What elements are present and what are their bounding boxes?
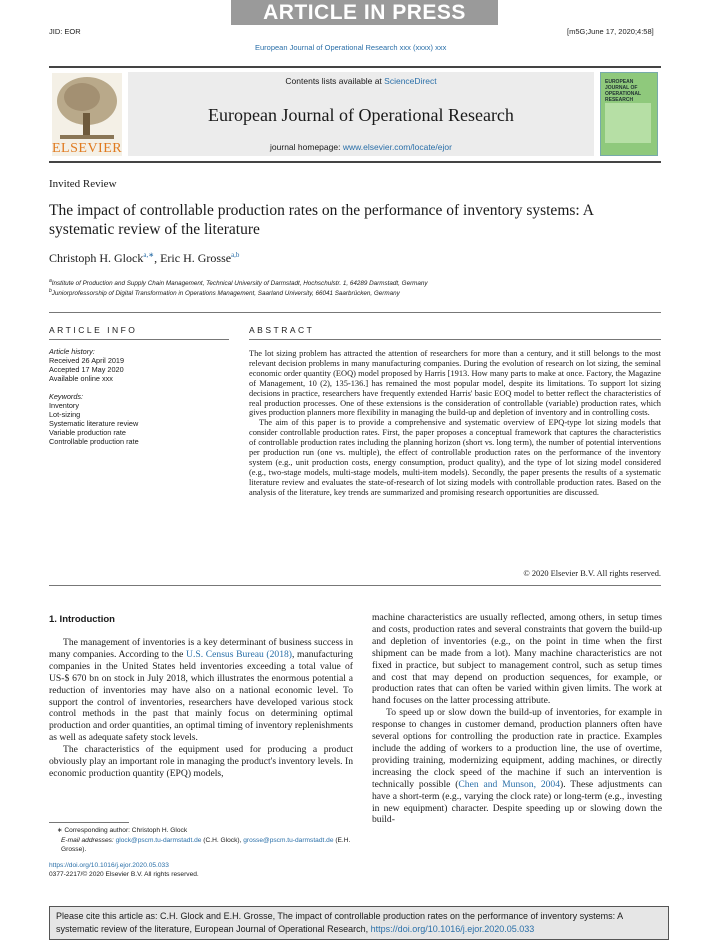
intro-paragraph-4: To speed up or slow down the build-up of inventories, for example in response to changes in customer demand, production planners often have several options for controlling the production rate in practice. Examples include the adding of workers to a production line, the use of overtime, providing training, modernizing equipment, adding machines, or directly increasing the clock speed of the machine if such an intervention is technically possible (Chen and Munson, 2004). These adjustments can have a short-term (e.g., varying the clock rate) or long-term (e.g., investing in new equipment) character. Despite speeding up or slowing down the build- xyxy=(372,707,662,826)
journal-cover-image xyxy=(600,72,658,156)
keyword: Variable production rate xyxy=(49,428,126,437)
homepage-prefix: journal homepage: xyxy=(270,142,343,152)
footnote-block xyxy=(49,826,353,880)
email-line: E-mail addresses: glock@pscm.tu-darmstadt.de (C.H. Glock), grosse@pscm.tu-darmstadt.de (E.H. Grosse). xyxy=(61,836,351,853)
journal-header-box xyxy=(128,72,594,156)
affiliation-rule xyxy=(49,312,661,313)
us-census-citation[interactable]: U.S. Census Bureau (2018) xyxy=(186,648,292,660)
build-meta: [m5G;June 17, 2020;4:58] xyxy=(567,27,654,36)
author-grosse-affil[interactable]: a,b xyxy=(231,251,240,259)
keyword: Systematic literature review xyxy=(49,419,139,428)
intro-paragraph-2: The characteristics of the equipment used for producing a product obviously play an important role in managing the product's inventory levels. In economic production quantity (EPQ) models, xyxy=(49,744,353,779)
sciencedirect-link[interactable]: ScienceDirect xyxy=(384,76,437,86)
author-grosse[interactable]: Eric H. Grosse xyxy=(160,251,232,265)
cover-title: EUROPEAN JOURNAL OF OPERATIONAL RESEARCH xyxy=(605,79,641,103)
publisher-name: ELSEVIER xyxy=(52,141,123,156)
author-glock[interactable]: Christoph H. Glock xyxy=(49,251,144,265)
section-heading-introduction: 1. Introduction xyxy=(49,614,115,625)
doi-link[interactable]: https://doi.org/10.1016/j.ejor.2020.05.033 xyxy=(49,861,169,869)
abstract-rule xyxy=(249,339,661,340)
abstract-paragraph-1: The lot sizing problem has attracted the attention of researchers for more than a century, and it still belongs to the most relevant decision problems in many manufacturing companies. During the evolution of research on lot sizing, the seminal economic order quantity (EOQ) model proposed by Harris [1913. How many parts to make at once. Factory, the Magazine of Management, 10 (2), 135-136.] has remained the most popular model, despite its limitations. To support lot sizing decisions in practice, researchers have frequently extended Harris' basic EOQ model to better reflect the characteristics of real production processes. One of these extensions is the consideration of controllable (variable) production rates, which gives production planners more flexibility in managing the build-up and depletion of inventory and in controlling costs. xyxy=(249,349,661,418)
authors xyxy=(49,251,239,266)
contents-line xyxy=(128,76,594,86)
journal-id: JID: EOR xyxy=(49,27,81,36)
abstract-heading: ABSTRACT xyxy=(249,325,315,335)
history-label: Article history: xyxy=(49,347,95,356)
intro-paragraph-1: The management of inventories is a key determinant of business success in many companies. According to the U.S. Census Bureau (2018), manufacturing companies in the United States held inventories exceeding a total value of US-$ 670 bn on stock in July 2018, which illustrates the enormous potential a reduction of inventories may have also on a national economic level. To support the control of inventories, researchers have developed various stock control methods in the past that mainly focus on determining optimal production and order quantities, an optimal timing of inventory replenishments as well as adequate safety stock levels. xyxy=(49,637,353,744)
received-date: Received 26 April 2019 xyxy=(49,356,125,365)
author-separator: , xyxy=(154,251,161,265)
chen-munson-citation[interactable]: Chen and Munson, 2004 xyxy=(458,778,561,790)
abstract-copyright: © 2020 Elsevier B.V. All rights reserved. xyxy=(523,569,661,578)
article-info-heading: ARTICLE INFO xyxy=(49,325,138,335)
keyword: Controllable production rate xyxy=(49,437,139,446)
keyword: Inventory xyxy=(49,401,80,410)
article-info-block xyxy=(49,347,229,446)
citation-box xyxy=(49,906,669,940)
keyword: Lot-sizing xyxy=(49,410,81,419)
homepage-line xyxy=(128,142,594,152)
intro-right-column xyxy=(372,612,662,826)
affiliation-a: $^a$Institute of Production and Supply Chain Management, Technical University of Darmstadt, Hochschulstr. 1, 64289 Darmstadt, Germany xyxy=(49,278,428,288)
keywords-label: Keywords: xyxy=(49,392,84,401)
abstract-paragraph-2: The aim of this paper is to provide a comprehensive and systematic overview of EPQ-type lot sizing models that consider controllable production rates. First, the paper proposes a conceptual framework that captures the characteristics of controllable production rates including the planning horizon (short vs. long term), the number of potential interventions per production run (one vs. multiple), the effect of controllable production rates on the performance of the inventory system (e.g., unit production costs, energy consumption, product quality), and the type of lot sizing model considered (e.g., two-stage models, multi-stage models, multi-item models). Secondly, the paper presents the results of a systematic literature review and evaluates the state-of-research of lot sizing models with controllable production rates. Based on the analysis of the literature, key trends are summarized and promising research opportunities are discussed. xyxy=(249,418,661,497)
intro-left-column xyxy=(49,637,353,780)
affiliation-b: $^b$Juniorprofessorship of Digital Transformation in Operations Management, Saarland University, 66041 Saarbrücken, Germany xyxy=(49,288,400,298)
abstract-body xyxy=(249,349,661,498)
journal-reference[interactable]: European Journal of Operational Research xxx (xxxx) xxx xyxy=(255,43,447,52)
citation-text: Please cite this article as: C.H. Glock and E.H. Grosse, The impact of controllable production rates on the performance of inventory systems: A systematic review of the literature, European Journal of Operational Research, xyxy=(56,911,623,934)
corresponding-author: ∗ Corresponding author: Christoph H. Glock xyxy=(57,827,188,834)
issn-line: 0377-2217/© 2020 Elsevier B.V. All rights reserved. xyxy=(49,871,199,878)
accepted-date: Accepted 17 May 2020 xyxy=(49,365,124,374)
citation-doi-link[interactable]: https://doi.org/10.1016/j.ejor.2020.05.033 xyxy=(370,924,535,934)
online-date: Available online xxx xyxy=(49,374,113,383)
footnote-rule xyxy=(49,822,129,823)
article-type: Invited Review xyxy=(49,178,117,190)
abstract-bottom-rule xyxy=(49,585,661,586)
homepage-link[interactable]: www.elsevier.com/locate/ejor xyxy=(342,142,452,152)
header-bottom-rule xyxy=(49,161,661,163)
header-top-rule xyxy=(49,66,661,68)
article-in-press-banner: ARTICLE IN PRESS xyxy=(231,0,498,25)
article-title: The impact of controllable production rates on the performance of inventory systems: A systematic review of the literature xyxy=(49,202,594,238)
journal-title: European Journal of Operational Research xyxy=(208,105,514,125)
article-info-rule xyxy=(49,339,229,340)
email-grosse[interactable]: grosse@pscm.tu-darmstadt.de xyxy=(243,836,334,844)
author-glock-affil[interactable]: a,∗ xyxy=(143,251,155,259)
cover-pattern xyxy=(605,103,651,143)
email-glock[interactable]: glock@pscm.tu-darmstadt.de xyxy=(115,836,202,844)
intro-paragraph-3: machine characteristics are usually reflected, among others, in setup times and costs, production rates and several constraints that govern the build-up and depletion of inventories (e.g., on the point in time when the first shipment can be made from a lot). Many machine characteristics are not fixed in practice, but subject to management control, such as setup times and cost that may depend on production sequences, for example, or production rates that can often be varied within given limits. The work at hand focuses on the latter processing attribute. xyxy=(372,612,662,707)
contents-prefix: Contents lists available at xyxy=(285,76,385,86)
